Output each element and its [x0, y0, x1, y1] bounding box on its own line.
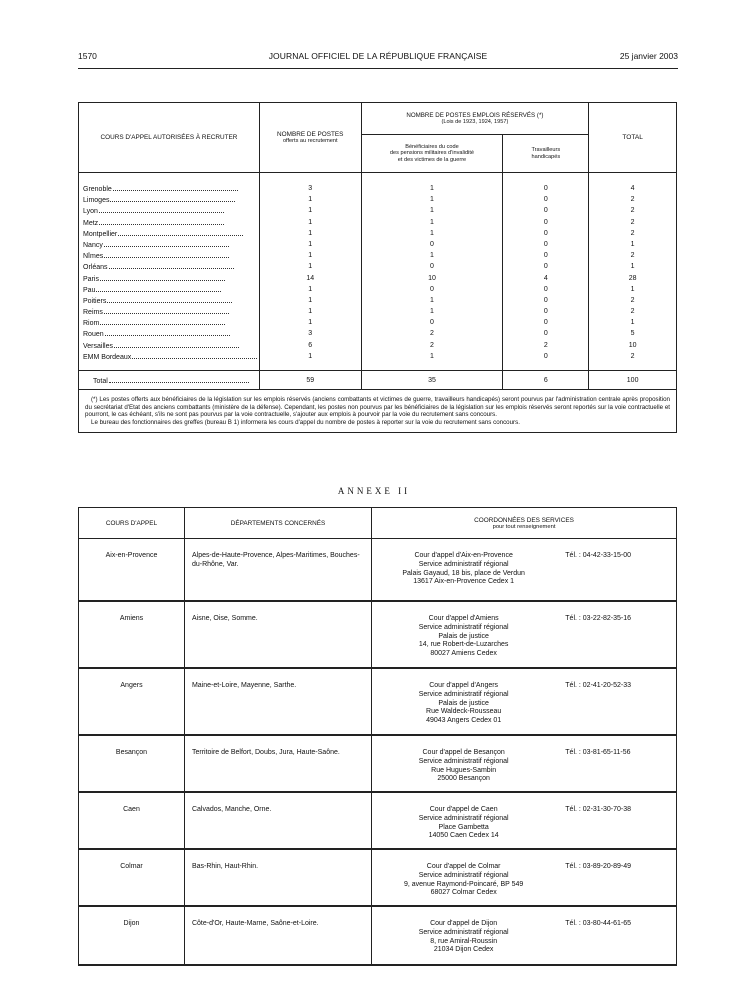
leader-dots — [132, 351, 257, 359]
telephone: Tél. : 02-31-30-70-38 — [555, 793, 676, 849]
cours-name: Limoges — [83, 194, 259, 205]
cour-name: Amiens — [79, 602, 185, 668]
cell-travailleurs: 0 — [543, 285, 548, 293]
cours-name: Poitiers — [83, 295, 259, 306]
total-beneficiaires: 35 — [361, 371, 503, 390]
header-beneficiaires: Bénéficiaires du code des pensions militaires d'invalidité et des victimes de la guerre — [361, 135, 503, 173]
cell-beneficiaires: 1 — [430, 207, 434, 215]
table-row — [79, 907, 677, 965]
header-departements: DÉPARTEMENTS CONCERNÉS — [184, 508, 371, 539]
cour-name: Colmar — [79, 850, 185, 906]
cours-name: Riom — [83, 317, 259, 328]
leader-dots — [118, 228, 243, 236]
cell-beneficiaires: 0 — [430, 240, 434, 248]
cell-travailleurs: 2 — [543, 341, 548, 349]
header-coordonnees: COORDONNÉES DES SERVICES pour tout renseignement — [372, 508, 677, 539]
cell-total: 2 — [630, 229, 635, 237]
address-line: 14050 Caen Cedex 14 — [428, 832, 499, 840]
table-row — [79, 539, 677, 601]
cell-total: 4 — [630, 185, 635, 192]
total-label: Total — [79, 371, 260, 390]
cell-beneficiaires: 0 — [430, 319, 434, 327]
cell-beneficiaires: 10 — [428, 274, 436, 282]
address-line: 9, avenue Raymond-Poincaré, BP 549 — [403, 880, 524, 888]
cell-travailleurs: 0 — [543, 196, 548, 204]
address-line: Palais de justice — [438, 699, 489, 707]
footnote-1: (*) Les postes offerts aux bénéficiaires de la législation sur les emplois réservés (anciens combattants et victimes de guerre, travailleurs handicapés) seront pourvus par l'administration centrale après proposition du secrétariat d'Etat des anciens combattants (ministère de la défense). Cependant, les postes non pourvus par les bénéficiaires de la législation sur les emplois réservés seront reportés sur la voie contractuelle et pourront, le cas échéant, s'ils ne sont pas pourvus par la voie contractuelle, s'ajouter aux emplois à pourvoir par la voie du recrutement sans concours. — [85, 396, 670, 419]
table-row — [79, 669, 677, 735]
cell-postes: 1 — [308, 240, 313, 248]
cell-beneficiaires: 1 — [430, 296, 434, 304]
address-line: Service administratif régional — [418, 623, 509, 631]
cell-postes: 1 — [308, 218, 313, 226]
service-address — [372, 602, 556, 668]
cour-name: Angers — [79, 669, 185, 735]
address-line: Service administratif régional — [418, 928, 509, 936]
cours-name: Metz — [83, 217, 259, 228]
cell-travailleurs: 0 — [543, 218, 548, 226]
leader-dots — [107, 295, 232, 303]
cell-beneficiaires: 1 — [430, 218, 434, 226]
journal-title: JOURNAL OFFICIEL DE LA RÉPUBLIQUE FRANÇAISE — [268, 51, 488, 61]
cell-total: 2 — [630, 296, 635, 304]
leader-dots — [113, 183, 238, 191]
cell-travailleurs: 0 — [543, 330, 548, 338]
service-address — [372, 793, 556, 849]
address-line: Palais Gayaud, 18 bis, place de Verdun — [402, 569, 525, 577]
address-line: Cour d'appel de Besançon — [422, 749, 505, 756]
total-column — [589, 173, 677, 371]
address-line: Cour d'appel d'Amiens — [428, 615, 499, 622]
total-postes: 59 — [259, 371, 361, 390]
leader-dots — [104, 239, 229, 247]
departements: Côte-d'Or, Haute-Marne, Saône-et-Loire. — [184, 907, 371, 965]
telephone: Tél. : 03-22-82-35-16 — [555, 602, 676, 668]
leader-dots — [96, 284, 221, 292]
address-line: Service administratif régional — [418, 690, 509, 698]
address-line: 49043 Angers Cedex 01 — [426, 717, 502, 725]
telephone: Tél. : 03-89-20-89-49 — [555, 850, 676, 906]
departements: Bas-Rhin, Haut-Rhin. — [184, 850, 371, 906]
page-header — [78, 51, 678, 65]
address-line: 13617 Aix-en-Provence Cedex 1 — [413, 578, 515, 586]
leader-dots — [114, 340, 239, 348]
cell-total: 1 — [630, 319, 635, 327]
cell-travailleurs: 0 — [543, 352, 548, 360]
address-line: 8, rue Amiral-Roussin — [430, 937, 498, 945]
address-line: Service administratif régional — [418, 560, 509, 568]
leader-dots — [100, 273, 225, 281]
telephone: Tél. : 04-42-33-15-00 — [555, 539, 676, 601]
cell-travailleurs: 0 — [543, 240, 548, 248]
cell-total: 2 — [630, 207, 635, 215]
leader-dots — [99, 217, 224, 225]
cours-name: Rouen — [83, 328, 259, 339]
header-cours: COURS D'APPEL AUTORISÉES À RECRUTER — [79, 103, 260, 173]
leader-dots — [104, 306, 229, 314]
leader-dots — [99, 205, 224, 213]
total-row — [79, 371, 677, 390]
leader-dots — [100, 317, 225, 325]
recruitment-table — [78, 102, 677, 433]
header-cours-appel: COURS D'APPEL — [79, 508, 185, 539]
cell-travailleurs: 0 — [543, 319, 548, 327]
departements: Alpes-de-Haute-Provence, Alpes-Maritimes, Bouches-du-Rhône, Var. — [184, 539, 371, 601]
cell-travailleurs: 0 — [543, 207, 548, 215]
cour-name: Caen — [79, 793, 185, 849]
departements: Maine-et-Loire, Mayenne, Sarthe. — [184, 669, 371, 735]
cour-name: Besançon — [79, 736, 185, 792]
cell-beneficiaires: 0 — [430, 263, 434, 271]
cell-beneficiaires: 0 — [430, 285, 434, 293]
cell-travailleurs: 0 — [543, 185, 548, 192]
address-line: Rue Waldeck-Rousseau — [426, 708, 502, 716]
address-line: Cour d'appel d'Angers — [429, 682, 499, 689]
address-line: 21034 Dijon Cedex — [433, 946, 494, 954]
travailleurs-column — [503, 173, 589, 371]
address-line: Cour d'appel d'Aix-en-Provence — [414, 552, 513, 559]
cell-total: 2 — [630, 252, 635, 260]
leader-dots — [109, 261, 234, 269]
header-emplois-reserves: NOMBRE DE POSTES EMPLOIS RÉSERVÉS (*) (Lois de 1923, 1924, 1957) — [361, 103, 589, 135]
cours-name: Lyon — [83, 205, 259, 216]
telephone: Tél. : 03-81-65-11-56 — [555, 736, 676, 792]
total-travailleurs: 6 — [503, 371, 589, 390]
cell-travailleurs: 0 — [543, 229, 548, 237]
service-address — [372, 907, 556, 965]
cell-postes: 1 — [308, 296, 313, 304]
cell-total: 2 — [630, 308, 635, 316]
departements: Calvados, Manche, Orne. — [184, 793, 371, 849]
cours-name: Grenoble — [83, 183, 259, 194]
address-line: 68027 Colmar Cedex — [430, 889, 497, 897]
cell-postes: 1 — [308, 252, 313, 260]
cell-postes: 1 — [308, 229, 313, 237]
departements: Aisne, Oise, Somme. — [184, 602, 371, 668]
telephone: Tél. : 03-80-44-61-65 — [555, 907, 676, 965]
address-line: Cour d'appel de Caen — [429, 806, 498, 813]
cell-total: 2 — [630, 196, 635, 204]
cell-postes: 14 — [306, 274, 315, 282]
departements: Territoire de Belfort, Doubs, Jura, Haute-Saône. — [184, 736, 371, 792]
cours-name: Orléans — [83, 261, 259, 272]
address-line: 25000 Besançon — [437, 775, 490, 783]
address-line: Service administratif régional — [418, 814, 509, 822]
cell-travailleurs: 0 — [543, 308, 548, 316]
address-line: Cour d'appel de Colmar — [426, 863, 501, 870]
cell-postes: 1 — [308, 352, 313, 360]
cell-total: 10 — [628, 341, 637, 349]
header-nombre-postes: NOMBRE DE POSTES offerts au recrutement — [259, 103, 361, 173]
cell-travailleurs: 0 — [543, 263, 548, 271]
cour-name: Dijon — [79, 907, 185, 965]
cell-total: 1 — [630, 240, 635, 248]
table-footnote — [79, 390, 677, 433]
address-line: Palais de justice — [438, 632, 489, 640]
cell-postes: 1 — [308, 319, 313, 327]
cours-name: Pau — [83, 284, 259, 295]
service-address — [372, 539, 556, 601]
cell-beneficiaires: 1 — [430, 352, 434, 360]
header-travailleurs: Travailleurs handicapés — [503, 135, 589, 173]
cell-postes: 1 — [308, 263, 313, 271]
header-total: TOTAL — [589, 103, 677, 173]
address-line: 80027 Amiens Cedex — [430, 650, 497, 658]
cours-name: Montpellier — [83, 228, 259, 239]
address-line: Service administratif régional — [418, 757, 509, 765]
cell-postes: 6 — [308, 341, 313, 349]
cell-postes: 3 — [308, 330, 313, 338]
table-body — [79, 173, 677, 371]
address-line: 14, rue Robert-de-Luzarches — [418, 641, 509, 649]
cell-beneficiaires: 2 — [430, 341, 434, 349]
footnote-2: Le bureau des fonctionnaires des greffes (bureau B 1) informera les cours d'appel du nombre de postes à reporter sur la voie du recrutement sans concours. — [91, 418, 520, 426]
beneficiaires-column — [361, 173, 503, 371]
address-line: Rue Hugues-Sambin — [431, 766, 497, 774]
row-separator — [79, 965, 677, 966]
cell-total: 2 — [630, 218, 635, 226]
service-address — [372, 736, 556, 792]
cell-total: 1 — [630, 285, 635, 293]
leader-dots — [110, 194, 235, 202]
cour-name: Aix-en-Provence — [79, 539, 185, 601]
header-rule — [78, 68, 678, 69]
cell-travailleurs: 0 — [543, 296, 548, 304]
cell-total: 2 — [630, 352, 635, 360]
cell-postes: 1 — [308, 207, 313, 215]
cours-column — [79, 173, 260, 371]
service-address — [372, 669, 556, 735]
postes-column — [259, 173, 361, 371]
table-row — [79, 793, 677, 849]
cours-name: Nîmes — [83, 250, 259, 261]
cell-postes: 3 — [308, 185, 313, 192]
cell-beneficiaires: 1 — [430, 196, 434, 204]
cours-name: Versailles — [83, 340, 259, 351]
publication-date: 25 janvier 2003 — [619, 51, 678, 61]
cell-travailleurs: 4 — [543, 274, 548, 282]
cell-total: 5 — [630, 330, 635, 338]
cell-beneficiaires: 1 — [430, 252, 434, 260]
cell-total: 28 — [628, 274, 637, 282]
coordonnees-table — [78, 507, 677, 966]
cell-beneficiaires: 1 — [430, 308, 434, 316]
table-row — [79, 736, 677, 792]
cell-beneficiaires: 1 — [430, 185, 434, 192]
page-number: 1570 — [78, 51, 97, 61]
cours-name: Reims — [83, 306, 259, 317]
cell-beneficiaires: 1 — [430, 229, 434, 237]
cell-postes: 1 — [308, 308, 313, 316]
annexe-title: ANNEXE II — [337, 486, 411, 496]
address-line: Place Gambetta — [438, 823, 489, 831]
telephone: Tél. : 02-41-20-52-33 — [555, 669, 676, 735]
cell-travailleurs: 0 — [543, 252, 548, 260]
table-row — [79, 602, 677, 668]
cell-beneficiaires: 2 — [430, 330, 434, 338]
cours-name: EMM Bordeaux — [83, 351, 259, 362]
cours-name: Nancy — [83, 239, 259, 250]
address-line: Cour d'appel de Dijon — [430, 920, 498, 927]
address-line: Service administratif régional — [418, 871, 509, 879]
total-total: 100 — [589, 371, 677, 390]
table-row — [79, 850, 677, 906]
cell-postes: 1 — [308, 196, 313, 204]
service-address — [372, 850, 556, 906]
cell-postes: 1 — [308, 285, 313, 293]
leader-dots — [105, 328, 230, 336]
cours-name: Paris — [83, 273, 259, 284]
cell-total: 1 — [630, 263, 635, 271]
leader-dots — [104, 250, 229, 258]
